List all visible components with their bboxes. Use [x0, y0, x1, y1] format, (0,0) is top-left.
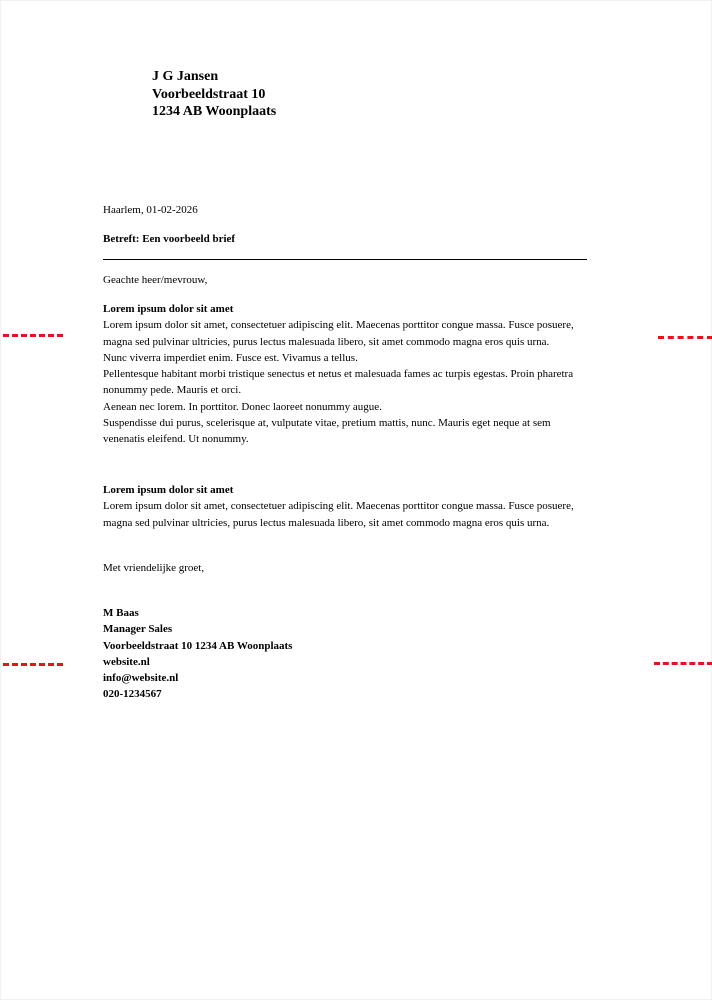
fold-mark-right-top — [658, 336, 712, 339]
section-1-paragraph-4: Aenean nec lorem. In porttitor. Donec laoreet nonummy augue. — [103, 400, 382, 413]
sender-name: J G Jansen — [152, 69, 219, 84]
section-1-paragraph-5: Suspendisse dui purus, scelerisque at, vulputate vitae, pretium mattis, nunc. Mauris eget neque at sem venenatis eleifend. Ut nonummy. — [103, 417, 551, 446]
section-1-paragraph-1: Lorem ipsum dolor sit amet, consectetuer adipiscing elit. Maecenas porttitor congue massa. Fusce posuere, magna sed pulvinar ultricies, purus lectus malesuada libero, sit amet commodo magna eros quis urna. — [103, 319, 574, 348]
section-2-paragraph-1: Lorem ipsum dolor sit amet, consectetuer adipiscing elit. Maecenas porttitor congue massa. Fusce posuere, magna sed pulvinar ultricies, purus lectus malesuada libero, sit amet commodo magna eros quis urna. — [103, 500, 574, 529]
signature-block — [103, 605, 589, 703]
subject-line: Betreft: Een voorbeeld brief — [103, 233, 236, 245]
salutation: Geachte heer/mevrouw, — [103, 274, 208, 286]
sender-address-block — [152, 68, 276, 121]
fold-mark-left-top — [3, 334, 63, 337]
fold-mark-left-bottom — [3, 663, 63, 666]
signature-title: Manager Sales — [103, 623, 173, 636]
body-section-1 — [103, 301, 589, 448]
section-1-paragraph-2: Nunc viverra imperdiet enim. Fusce est. Vivamus a tellus. — [103, 351, 358, 364]
fold-mark-right-bottom — [654, 662, 712, 665]
signature-name: M Baas — [103, 607, 139, 619]
section-2-heading: Lorem ipsum dolor sit amet — [103, 484, 234, 496]
subject-divider — [103, 259, 587, 260]
section-1-paragraph-3: Pellentesque habitant morbi tristique senectus et netus et malesuada fames ac turpis egestas. Proin pharetra nonummy pede. Mauris et orci. — [103, 368, 574, 397]
signature-address: Voorbeeldstraat 10 1234 AB Woonplaats — [103, 639, 293, 652]
section-1-heading: Lorem ipsum dolor sit amet — [103, 303, 234, 315]
place-date: Haarlem, 01-02-2026 — [103, 204, 198, 216]
body-section-2 — [103, 482, 589, 531]
signature-website: website.nl — [103, 655, 150, 668]
sender-city: 1234 AB Woonplaats — [152, 104, 277, 119]
closing: Met vriendelijke groet, — [103, 562, 205, 574]
signature-phone: 020-1234567 — [103, 688, 162, 701]
sender-street: Voorbeeldstraat 10 — [152, 86, 266, 102]
signature-email: info@website.nl — [103, 672, 179, 685]
